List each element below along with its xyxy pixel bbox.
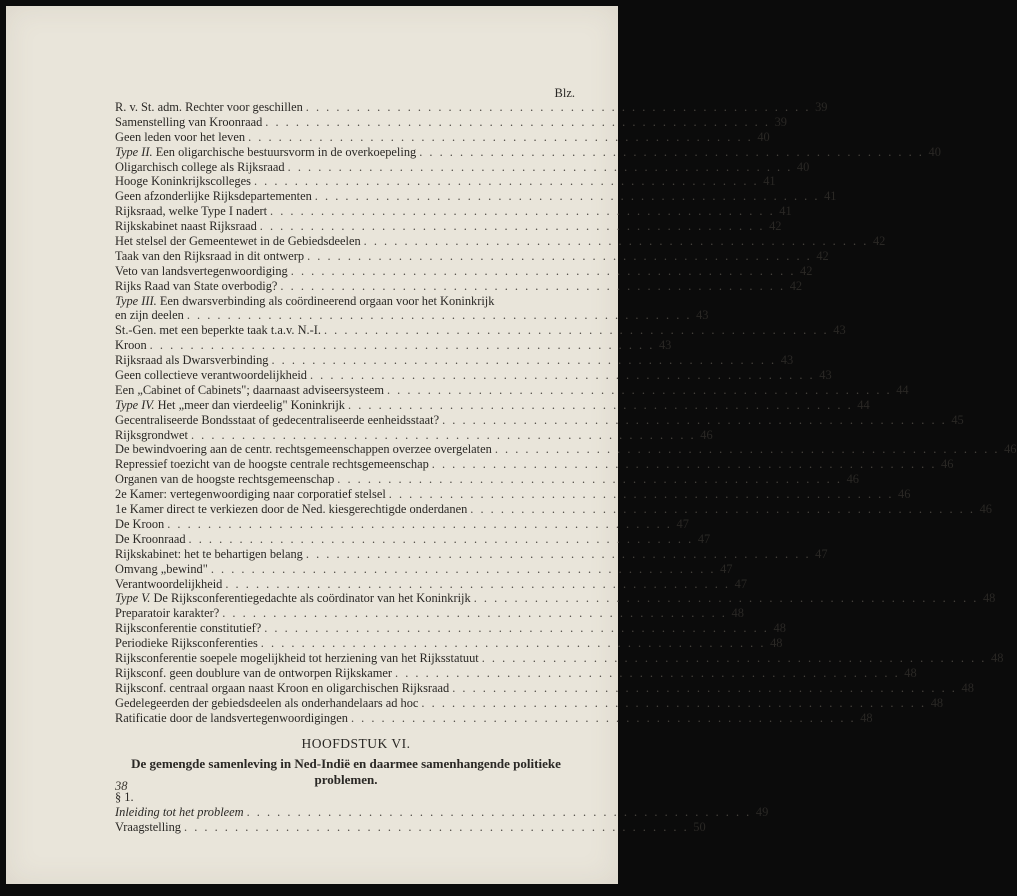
toc-entry-title xyxy=(115,457,429,472)
toc-entry xyxy=(115,278,803,294)
dot-leader xyxy=(306,100,809,115)
dot-leader xyxy=(351,711,854,726)
toc-entry-type-label: Type V. xyxy=(115,591,151,606)
toc-entry-page: 46 xyxy=(846,472,859,487)
toc-entry-title xyxy=(115,562,208,577)
toc-entry-type-label: Type II. xyxy=(115,144,153,159)
toc-entry xyxy=(115,189,837,204)
toc-entry-text: Taak van den Rijksraad in dit ontwerp xyxy=(115,248,305,263)
dot-leader xyxy=(442,413,945,428)
toc-entry-text: Kroon xyxy=(115,338,147,353)
toc-entry-text: Rijksraad als Dwarsverbinding xyxy=(115,353,269,368)
toc-entry-text: Omvang „bewind" xyxy=(115,561,208,576)
toc-list-a xyxy=(115,100,941,294)
toc-entry-page: 45 xyxy=(951,412,964,427)
toc-entry-page: 46 xyxy=(700,427,713,442)
toc-entry-page: 48 xyxy=(982,591,996,606)
dot-leader xyxy=(337,472,840,487)
toc-entry-title xyxy=(115,711,348,726)
toc-entry-text: Gecentraliseerde Bondsstaat of gedecentraliseerde eenheidsstaat? xyxy=(115,412,440,427)
toc-entry-title xyxy=(115,174,251,189)
dot-leader xyxy=(271,353,774,368)
toc-entry xyxy=(115,546,828,562)
toc-entry-title xyxy=(115,428,188,443)
dot-leader xyxy=(265,115,768,130)
dot-leader xyxy=(348,398,851,413)
toc-entry-page: 41 xyxy=(763,174,776,189)
dot-leader xyxy=(495,442,998,457)
toc-entry xyxy=(115,561,733,577)
toc-entry-text: Hooge Koninkrijkscolleges xyxy=(115,174,251,189)
toc-entry-text: Een „Cabinet of Cabinets"; daarnaast adviseersysteem xyxy=(115,382,384,397)
dot-leader xyxy=(310,368,813,383)
toc-entry-text: Geen collectieve verantwoordelijkheid xyxy=(115,368,307,383)
toc-entry-page: 40 xyxy=(757,129,770,144)
toc-entry-line1 xyxy=(115,294,577,309)
toc-entry-text: St.-Gen. met een beperkte taak t.a.v. N.-I. xyxy=(115,323,321,338)
toc-entry-title xyxy=(115,547,303,562)
toc-entry-type-label: Type IV. xyxy=(115,397,155,412)
toc-entry-text: Inleiding tot het probleem xyxy=(115,805,244,820)
toc-entry-title xyxy=(115,442,492,457)
toc-entry-page: 50 xyxy=(693,820,706,835)
toc-list-b xyxy=(115,323,1017,725)
toc-entry xyxy=(115,516,689,532)
toc-entry-text: Geen leden voor het leven xyxy=(115,129,246,144)
dot-leader xyxy=(306,547,809,562)
toc-entry-page: 42 xyxy=(800,263,813,278)
page-column-header: Blz. xyxy=(554,86,575,100)
toc-entry-page: 48 xyxy=(930,695,944,710)
toc-entry-title xyxy=(115,472,334,487)
toc-entry-type-label: Type III. xyxy=(115,293,157,308)
toc-entry-title xyxy=(115,681,449,696)
toc-entry-title xyxy=(115,204,267,219)
dot-leader xyxy=(364,234,867,249)
toc-entry xyxy=(115,144,941,160)
toc-entry xyxy=(115,397,870,413)
toc-entry-page: 42 xyxy=(872,234,886,249)
toc-entry xyxy=(115,100,828,115)
toc-entry xyxy=(115,472,859,487)
toc-entry-title xyxy=(115,279,277,294)
toc-entry-title xyxy=(115,591,471,606)
dot-leader xyxy=(260,219,763,234)
dot-leader xyxy=(191,428,694,443)
toc-entry-title xyxy=(115,413,439,428)
dot-leader xyxy=(288,160,791,175)
toc-entry xyxy=(115,680,974,696)
toc-entry xyxy=(115,174,776,189)
toc-entry xyxy=(115,457,954,472)
toc-entry-title xyxy=(115,264,288,279)
toc-entry-title xyxy=(115,323,321,338)
book-page xyxy=(6,6,1017,884)
toc-entry-title xyxy=(115,160,285,175)
toc-entry-text: Een oligarchische bestuursvorm in de overkoepeling xyxy=(155,144,417,159)
toc-entry-text: De Rijksconferentiegedachte als coördinator van het Koninkrijk xyxy=(153,591,471,606)
dot-leader xyxy=(387,383,890,398)
toc-entry-page: 43 xyxy=(819,368,832,383)
toc-entry-title xyxy=(115,398,345,413)
dot-leader xyxy=(291,264,794,279)
toc-entry xyxy=(115,248,829,264)
toc-entry xyxy=(115,114,787,130)
toc-entry-page: 39 xyxy=(815,100,828,114)
dot-leader xyxy=(187,308,690,323)
toc-entry-page: 43 xyxy=(833,323,846,338)
dot-leader xyxy=(184,820,687,835)
toc-entry-page: 44 xyxy=(896,382,909,397)
toc-entry xyxy=(115,606,744,621)
dot-leader xyxy=(470,502,973,517)
toc-entry-page: 47 xyxy=(676,516,689,531)
dot-leader xyxy=(419,145,922,160)
table-of-contents xyxy=(115,86,1017,835)
dot-leader xyxy=(254,174,757,189)
toc-entry-text: Periodieke Rijksconferenties xyxy=(115,636,258,651)
dot-leader xyxy=(395,666,898,681)
dot-leader xyxy=(432,457,935,472)
toc-entry-two-line xyxy=(115,293,709,324)
toc-entry-title xyxy=(115,636,258,651)
toc-entry-text: Repressief toezicht van de hoogste centrale rechtsgemeenschap xyxy=(115,457,429,472)
dot-leader xyxy=(150,338,653,353)
toc-entry-page: 40 xyxy=(796,159,810,174)
toc-entry-title xyxy=(115,353,268,368)
toc-entry xyxy=(115,204,792,219)
toc-entry-page: 42 xyxy=(789,278,803,293)
dot-leader xyxy=(280,279,783,294)
dot-leader xyxy=(482,651,985,666)
toc-entry xyxy=(115,338,672,353)
toc-entry-text: Het stelsel der Gemeentewet in de Gebiedsdeelen xyxy=(115,234,361,249)
toc-entry-title xyxy=(115,338,147,353)
chapter-heading: HOOFDSTUK VI. xyxy=(301,736,411,752)
toc-entry xyxy=(115,219,782,234)
dot-leader xyxy=(189,532,692,547)
toc-entry-title xyxy=(115,115,262,130)
toc-entry-page: 42 xyxy=(816,248,829,263)
toc-entry-text: Een dwarsverbinding als coördineerend orgaan voor het Koninkrijk xyxy=(159,293,495,308)
toc-entry-page: 41 xyxy=(824,189,837,204)
toc-entry-text: Rijksraad, welke Type I nadert xyxy=(115,204,268,219)
toc-entry-text: Organen van de hoogste rechtsgemeenschap xyxy=(115,472,335,487)
dot-leader xyxy=(225,577,728,592)
toc-entry xyxy=(115,710,873,726)
toc-entry xyxy=(115,531,711,547)
toc-entry-title xyxy=(115,100,303,115)
toc-entry-text: Vraagstelling xyxy=(115,820,182,835)
dot-leader xyxy=(315,189,818,204)
toc-entry-page: 43 xyxy=(696,308,709,323)
toc-entry-title xyxy=(115,249,304,264)
toc-entry-text: De bewindvoering aan de centr. rechtsgemeenschappen overzee overgelaten xyxy=(115,442,492,457)
toc-entry-page: 46 xyxy=(1004,442,1017,457)
toc-entry-page: 47 xyxy=(697,531,711,546)
toc-entry-page: 48 xyxy=(904,665,917,680)
toc-entry xyxy=(115,650,1004,666)
toc-entry-page: 39 xyxy=(774,114,787,129)
dot-leader xyxy=(270,204,773,219)
toc-entry-text: De Kroon xyxy=(115,516,165,531)
toc-entry-title xyxy=(115,606,219,621)
dot-leader xyxy=(307,249,810,264)
toc-entry-title xyxy=(115,696,418,711)
toc-entry-page: 41 xyxy=(779,204,792,219)
toc-entry-title xyxy=(115,219,257,234)
toc-entry-text: Veto van landsvertegenwoordiging xyxy=(115,263,288,278)
dot-leader xyxy=(324,323,827,338)
toc-entry-text: De Kroonraad xyxy=(115,531,186,546)
toc-entry-page: 46 xyxy=(898,487,911,502)
toc-entry-page: 42 xyxy=(769,219,782,234)
toc-entry-page: 46 xyxy=(979,502,992,517)
dot-leader xyxy=(264,621,767,636)
dot-leader xyxy=(248,130,751,145)
toc-entry-title xyxy=(115,621,261,636)
toc-entry-title xyxy=(115,820,181,835)
toc-entry-text: Rijkskabinet naast Rijksraad xyxy=(115,219,257,234)
dot-leader xyxy=(421,696,924,711)
toc-entry-page: 49 xyxy=(755,805,769,820)
toc-entry-title xyxy=(115,666,392,681)
toc-entry xyxy=(115,159,810,175)
toc-entry-text: Rijkskabinet: het te behartigen belang xyxy=(115,546,303,561)
toc-entry-title xyxy=(115,805,244,820)
toc-entry-text: Rijksconferentie soepele mogelijkheid tot herziening van het Rijksstatuut xyxy=(115,650,479,665)
toc-entry-title xyxy=(115,234,361,249)
toc-entry xyxy=(115,234,886,249)
toc-entry xyxy=(115,263,813,279)
toc-entry xyxy=(115,820,706,835)
toc-entry-text: Rijks Raad van State overbodig? xyxy=(115,278,278,293)
dot-leader xyxy=(222,606,725,621)
toc-entry-text: Rijksconf. centraal orgaan naast Kroon en oligarchischen Rijksraad xyxy=(115,680,450,695)
toc-entry-text: Verantwoordelijkheid xyxy=(115,576,223,591)
toc-entry-text: Preparatoir karakter? xyxy=(115,606,220,621)
toc-entry-page: 48 xyxy=(773,621,786,636)
toc-entry xyxy=(115,621,786,636)
toc-entry-title xyxy=(115,487,386,502)
toc-entry-text: 1e Kamer direct te verkiezen door de Ned. kiesgerechtigde onderdanen xyxy=(115,502,468,517)
toc-entry-title xyxy=(115,368,307,383)
toc-entry xyxy=(115,412,964,428)
dot-leader xyxy=(474,591,977,606)
toc-entry-page: 47 xyxy=(720,561,733,576)
toc-entry-page: 48 xyxy=(991,650,1004,665)
toc-entry-page: 48 xyxy=(860,710,873,725)
toc-entry xyxy=(115,382,909,398)
toc-entry-text: Geen afzonderlijke Rijksdepartementen xyxy=(115,189,312,204)
toc-entry-text: Het „meer dan vierdeelig" Koninkrijk xyxy=(157,397,345,412)
toc-entry-page: 46 xyxy=(941,457,954,472)
toc-entry xyxy=(115,323,846,338)
toc-entry xyxy=(115,427,713,443)
toc-entry-text: Samenstelling van Kroonraad xyxy=(115,114,263,129)
toc-entry-title xyxy=(115,532,186,547)
toc-entry xyxy=(115,591,996,606)
toc-entry-page: 48 xyxy=(731,606,744,621)
toc-entry-title xyxy=(115,577,222,592)
toc-entry xyxy=(115,665,917,681)
toc-entry-page: 47 xyxy=(815,546,828,561)
toc-entry-page: 47 xyxy=(734,576,748,591)
toc-entry-page: 40 xyxy=(928,144,941,159)
dot-leader xyxy=(389,487,892,502)
toc-entry xyxy=(115,129,770,145)
toc-entry xyxy=(115,695,944,711)
toc-entry xyxy=(115,576,748,592)
toc-entry-text: Gedelegeerden der gebiedsdeelen als onderhandelaars ad hoc xyxy=(115,695,419,710)
toc-entry-title xyxy=(115,517,164,532)
toc-entry-text: Rijksconferentie constitutief? xyxy=(115,621,262,636)
toc-entry-page: 48 xyxy=(961,680,974,695)
toc-entry-page: 48 xyxy=(770,636,783,651)
page-number: 38 xyxy=(115,779,128,793)
toc-entry-text: Rijksconf. geen doublure van de ontworpen Rijkskamer xyxy=(115,665,393,680)
toc-entry xyxy=(115,353,794,368)
toc-list-c xyxy=(115,805,769,835)
toc-entry-title xyxy=(115,383,384,398)
toc-entry-text: Ratificatie door de landsvertegenwoordigingen xyxy=(115,710,348,725)
dot-leader xyxy=(167,517,670,532)
dot-leader xyxy=(261,636,764,651)
toc-entry-text: Rijksgrondwet xyxy=(115,427,188,442)
toc-entry xyxy=(115,502,992,517)
toc-entry-text: 2e Kamer: vertegenwoordiging naar corporatief stelsel xyxy=(115,487,386,502)
toc-entry-text: R. v. St. adm. Rechter voor geschillen xyxy=(115,100,303,114)
toc-entry-title xyxy=(115,145,416,160)
toc-entry-title xyxy=(115,189,312,204)
toc-entry xyxy=(115,487,911,502)
toc-entry-text: Oligarchisch college als Rijksraad xyxy=(115,159,285,174)
toc-entry xyxy=(115,368,832,383)
toc-entry xyxy=(115,636,783,651)
toc-entry xyxy=(115,442,1017,457)
toc-entry-title xyxy=(115,502,467,517)
toc-entry-title xyxy=(115,130,245,145)
toc-entry-page: 43 xyxy=(658,338,672,353)
toc-entry-page: 43 xyxy=(780,353,794,368)
toc-entry-text: en zijn deelen xyxy=(115,308,184,323)
section-mark: § 1. xyxy=(115,790,134,805)
dot-leader xyxy=(211,562,714,577)
dot-leader xyxy=(247,805,750,820)
toc-entry xyxy=(115,805,769,820)
toc-entry-line2 xyxy=(115,308,709,323)
dot-leader xyxy=(452,681,955,696)
toc-entry-title xyxy=(115,651,479,666)
chapter-subtitle: De gemengde samenleving in Ned-Indië en daarmee samenhangende politieke problemen. xyxy=(131,756,561,787)
toc-entry-page: 44 xyxy=(857,397,870,412)
